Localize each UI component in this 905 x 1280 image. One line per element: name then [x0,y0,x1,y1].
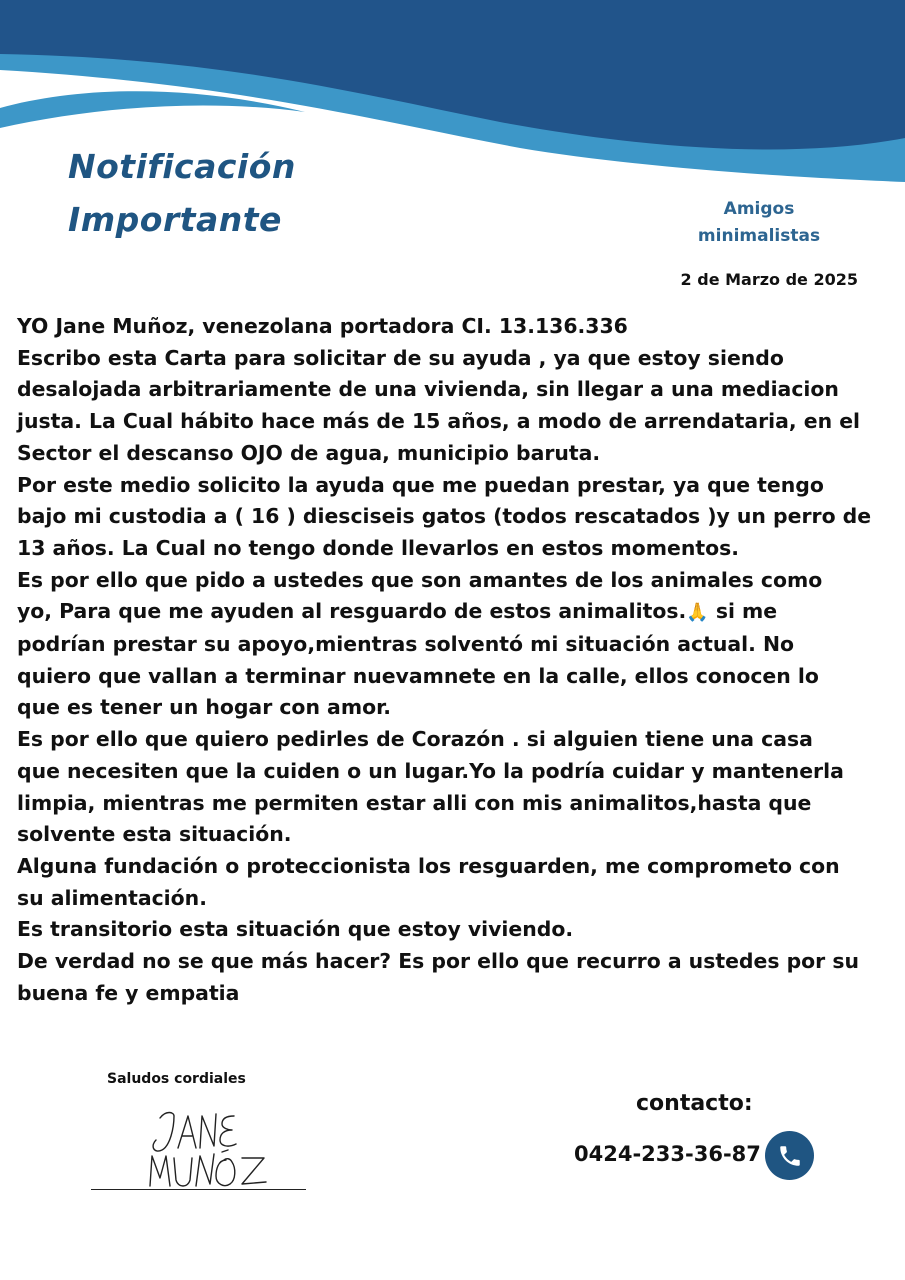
letter-line: justa. La Cual hábito hace más de 15 años, a modo de arrendataria, en el [17,409,861,434]
phone-handset-icon [777,1143,803,1169]
letter-line-suffix: si me [708,599,778,624]
letter-line: YO Jane Muñoz, venezolana portadora CI. 13.136.336 [17,314,628,338]
letter-line: 13 años. La Cual no tengo donde llevarlos en estos momentos. [17,535,740,560]
phone-number: 0424-233-36-87 [574,1142,761,1166]
letter-line: su alimentación. [17,885,207,910]
letter-line: Alguna fundación o proteccionista los resguarden, me comprometo con [17,853,840,878]
letter-date: 2 de Marzo de 2025 [680,270,858,289]
letter-line-text: yo, Para que me ayuden al resguardo de estos animalitos. [17,599,687,624]
letter-line: Es por ello que quiero pedirles de Corazón . si alguien tiene una casa [17,727,813,752]
org-line-1: Amigos [723,199,795,219]
org-line-2: minimalistas [697,226,821,246]
letter-body [17,311,897,1009]
title-line-2: Importante [68,200,282,239]
letter-line: podrían prestar su apoyo,mientras solventó mi situación actual. No [17,632,795,657]
signature-icon [130,1098,280,1194]
letter-line: que necesiten que la cuiden o un lugar.Yo la podría cuidar y mantenerla [17,758,844,783]
closing-greeting: Saludos cordiales [107,1071,246,1087]
letter-line: buena fe y empatia [17,980,240,1005]
page-title [68,140,296,246]
phone-icon [765,1131,814,1180]
letter-line: que es tener un hogar con amor. [17,695,391,720]
letter-line: Es transitorio esta situación que estoy viviendo. [17,917,574,942]
letter-line: quiero que vallan a terminar nuevamnete en la calle, ellos conocen lo [17,663,819,688]
letter-line: bajo mi custodia a ( 16 ) diesciseis gatos (todos rescatados )y un perro de [17,504,872,529]
signature-line [91,1189,306,1190]
title-line-1: Notificación [68,147,296,186]
letter-line: De verdad no se que más hacer? Es por ello que recurro a ustedes por su [17,949,859,974]
letter-line: Por este medio solicito la ayuda que me puedan prestar, ya que tengo [17,472,824,497]
letter-line [17,596,897,629]
letter-line: Sector el descanso OJO de agua, municipio baruta. [17,440,601,465]
organization-name [680,196,838,250]
letter-line: solvente esta situación. [17,822,292,847]
letter-line: desalojada arbitrariamente de una vivienda, sin llegar a una mediacion [17,377,839,402]
praying-hands-icon: 🙏 [686,602,709,624]
contact-label: contacto: [636,1091,753,1116]
letter-line: Es por ello que pido a ustedes que son amantes de los animales como [17,567,823,592]
letter-line: limpia, mientras me permiten estar alli con mis animalitos,hasta que [17,790,812,815]
letter-line: Escribo esta Carta para solicitar de su ayuda , ya que estoy siendo [17,345,784,370]
